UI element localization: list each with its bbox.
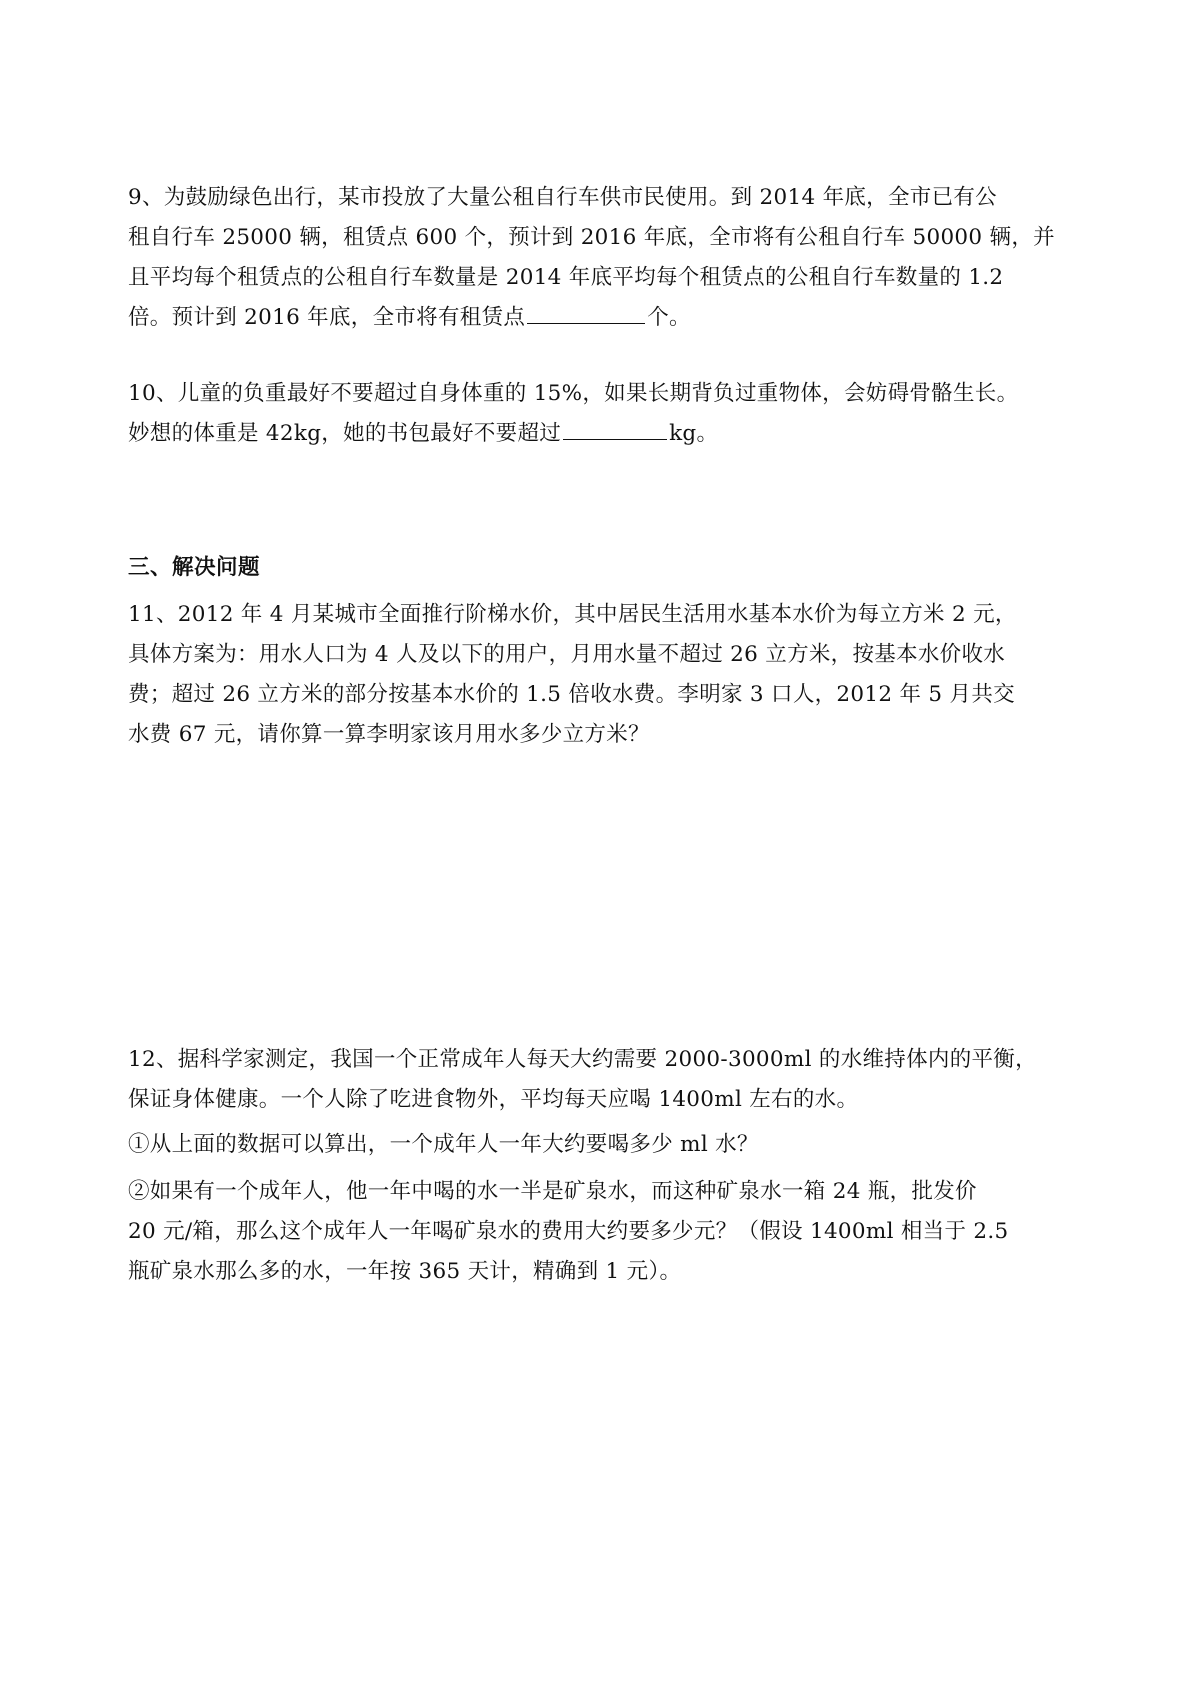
question-12-line-2: 保证身体健康。一个人除了吃进食物外，平均每天应喝 1400ml 左右的水。 <box>128 1087 859 1112</box>
question-10-line-1: 10、儿童的负重最好不要超过自身体重的 15%，如果长期背负过重物体，会妨碍骨骼生长。 <box>128 381 1019 406</box>
question-9 <box>128 178 1088 338</box>
question-9-line-4-text: 倍。预计到 2016 年底，全市将有租赁点 <box>128 305 526 330</box>
question-12 <box>128 1040 1088 1120</box>
question-9-line-3: 且平均每个租赁点的公租自行车数量是 2014 年底平均每个租赁点的公租自行车数量的 1.2 <box>128 265 1004 290</box>
question-9-line-1: 9、为鼓励绿色出行，某市投放了大量公租自行车供市民使用。到 2014 年底，全市已有公 <box>128 185 997 210</box>
question-11-line-2: 具体方案为：用水人口为 4 人及以下的用户，月用水量不超过 26 立方米，按基本水价收水 <box>128 642 1006 667</box>
question-11 <box>128 595 1088 755</box>
question-12-part-1 <box>128 1125 1088 1165</box>
question-9-line-2: 租自行车 25000 辆，租赁点 600 个，预计到 2016 年底，全市将有公租自行车 50000 辆，并 <box>128 225 1055 250</box>
question-9-line-4 <box>128 298 1088 338</box>
question-10 <box>128 374 1088 454</box>
answer-blank-9[interactable] <box>527 301 645 324</box>
question-12-part-2-line-2: 20 元/箱，那么这个成年人一年喝矿泉水的费用大约要多少元？（假设 1400ml 相当于 2.5 <box>128 1219 1009 1244</box>
question-10-line-2 <box>128 414 1088 454</box>
question-12-part-2-line-1: ②如果有一个成年人，他一年中喝的水一半是矿泉水，而这种矿泉水一箱 24 瓶，批发价 <box>128 1179 977 1204</box>
question-12-part-2 <box>128 1172 1088 1292</box>
question-12-line-1: 12、据科学家测定，我国一个正常成年人每天大约需要 2000-3000ml 的水维持体内的平衡， <box>128 1047 1037 1072</box>
question-11-line-1: 11、2012 年 4 月某城市全面推行阶梯水价，其中居民生活用水基本水价为每立方米 2 元， <box>128 602 1017 627</box>
question-10-line-2-text: 妙想的体重是 42kg，她的书包最好不要超过 <box>128 421 562 446</box>
question-11-line-3: 费；超过 26 立方米的部分按基本水价的 1.5 倍收水费。李明家 3 口人，2012 年 5 月共交 <box>128 682 1015 707</box>
answer-blank-10[interactable] <box>563 417 667 440</box>
question-12-part-1-line: ①从上面的数据可以算出，一个成年人一年大约要喝多少 ml 水？ <box>128 1132 759 1157</box>
section-heading: 三、解决问题 <box>128 555 261 580</box>
question-11-line-4: 水费 67 元，请你算一算李明家该月用水多少立方米？ <box>128 722 650 747</box>
question-10-line-2-suffix: kg。 <box>669 421 719 446</box>
question-9-line-4-suffix: 个。 <box>647 305 691 330</box>
question-12-part-2-line-3: 瓶矿泉水那么多的水，一年按 365 天计，精确到 1 元）。 <box>128 1259 682 1284</box>
